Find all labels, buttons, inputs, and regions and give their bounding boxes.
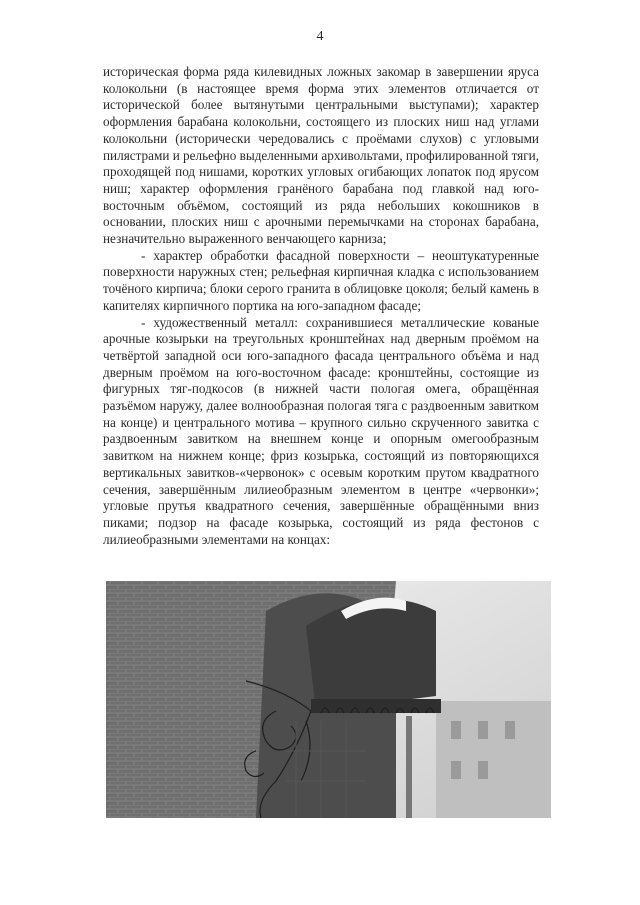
building-photo [106, 581, 551, 818]
paragraph-2: - характер обработки фасадной поверхности – неоштукатуренные поверхности наружных стен; рельефная кирпичная кладка с использованием точёного кирпича; блоки серого гранита в облицовке цоколя; белый камень в капителях кирпичного портика на юго-западном фасаде; [103, 247, 539, 313]
body-text [103, 64, 539, 548]
paragraph-3: - художественный металл: сохранившиеся металлические кованые арочные козырьки на треугольных кронштейнах над дверным проёмом на четвёртой западной оси юго-западного фасада центрального объёма и над дверным проёмом на юго-восточном фасаде: кронштейны, состоящие из фигурных тяг-подкосов (в нижней части пологая омега, обращённая разъёмом наружу, далее волнообразная пологая тяга с раздвоенным завитком на конце) и центрального мотива – крупного сильно скрученного завитка с раздвоенным завитком на внешнем конце и опорным омегообразным завитком на нижнем конце; фриз козырька, состоящий из повторяющихся вертикальных завитков-«червонок» с осевым коротким прутом квадратного сечения, завершённым лилиеобразным элементом в центре «червонки»; угловые прутья квадратного сечения, завершённые обращёнными вниз пиками; подзор на фасаде козырька, состоящий из ряда фестонов с лилиеобразными элементами на концах: [103, 314, 539, 547]
paragraph-1: историческая форма ряда килевидных ложных закомар в завершении яруса колокольни (в настоящее время форма этих элементов отличается от исторической более вытянутыми центральными выступами); характер оформления барабана колокольни, состоящего из плоских ниш над углами колокольни (исторически чередовались с проёмами слухов) с угловыми пилястрами и рельефно выделенными архивольтами, профилированной тяги, проходящей под нишами, коротких угловых огибающих лопаток под ярусом ниш; характер оформления гранёного барабана под главкой над юго-восточным объёмом, состоящий из ряда небольших кокошников в основании, плоских ниш с арочными перемычками на сторонах барабана, незначительно выраженного венчающего карниза; [103, 64, 539, 247]
forged-canopy-image [106, 581, 551, 818]
page-number: 4 [316, 29, 324, 44]
